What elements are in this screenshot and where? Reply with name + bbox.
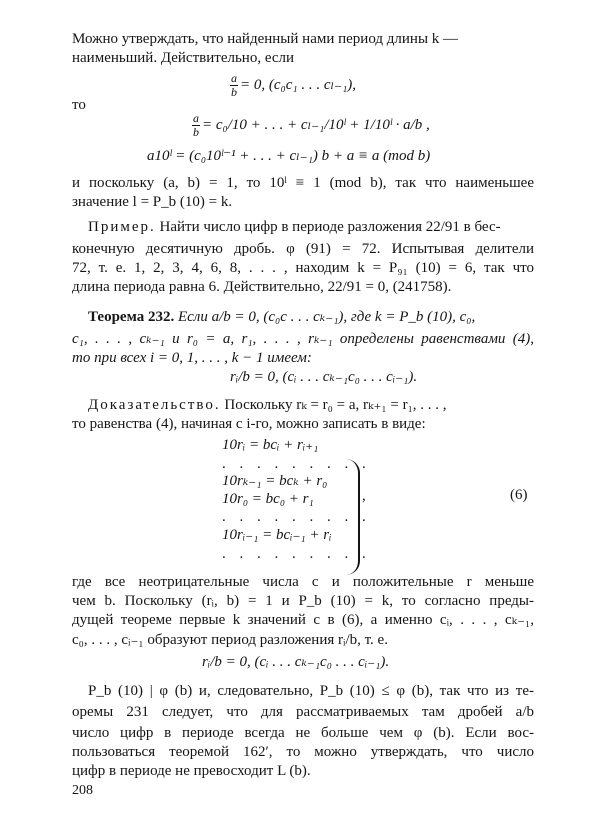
example-text-1: Найти число цифр в периоде разложения 22/91 в бес- (159, 219, 501, 235)
proof-line-1 (88, 396, 534, 415)
equation-4: rᵢ/b = 0, (cᵢ . . . cₖ₋₁c₀ . . . cᵢ₋₁). (230, 369, 418, 385)
equation-1-rhs: = 0, (c₀c₁ . . . cₗ₋₁), (240, 76, 357, 93)
system-dots-3: . . . . . . . . . (222, 546, 371, 562)
text-line-2: наименьший. Действительно, если (72, 50, 295, 66)
system-eq-3: 10r₀ = bc₀ + r₁ (222, 491, 314, 507)
equation-1 (228, 72, 356, 99)
proof-text-1: Поскольку rₖ = r₀ = a, rₖ₊₁ = r₁, . . . , (224, 397, 447, 413)
text-line-4: значение l = P_b (10) = k. (72, 194, 233, 210)
equation-2-rhs: = c₀/10 + . . . + cₗ₋₁/10ˡ + 1/10ˡ · a/b , (202, 116, 430, 133)
system-eq-1: 10rᵢ = bcᵢ + rᵢ₊₁ (222, 437, 319, 453)
text-line-a4: c₀, . . . , cᵢ₋₁ образуют период разложения rᵢ/b, т. е. (72, 632, 388, 648)
example-line-2: конечную десятичную дробь. φ (91) = 72. Испытывая делители (72, 241, 534, 257)
example-line-3: 72, т. е. 1, 2, 3, 4, 6, 8, . . . , находим k = P₉₁ (10) = 6, так что (72, 260, 534, 276)
text-line-b2: оремы 231 следует, что для рассматриваемых там дробей a/b (72, 704, 534, 720)
text-line-a3: дущей теореме первые k значений c в (6), а именно cᵢ, . . . , cₖ₋₁, (72, 612, 534, 628)
system-eq-4: 10rᵢ₋₁ = bcᵢ₋₁ + rᵢ (222, 527, 332, 543)
equation-tag-6: (6) (510, 487, 528, 503)
example-heading: Пример. (88, 219, 156, 235)
text-line-3: и поскольку (a, b) = 1, то 10ˡ ≡ 1 (mod b), так что наименьшее (72, 175, 534, 191)
fraction-a-over-b: $\frac{a}{b}$ (231, 71, 237, 99)
theorem-line-1 (88, 308, 534, 327)
text-to: то (72, 97, 86, 113)
example-line-1 (88, 218, 534, 237)
proof-heading: Доказательство. (88, 397, 221, 413)
system-dots-1: . . . . . . . . . (222, 456, 371, 472)
theorem-line-2: c₁, . . . , cₖ₋₁ и r₀ = a, r₁, . . . , rₖ₋₁ определены равенствами (4), (72, 331, 534, 347)
text-line-b1: P_b (10) | φ (b) и, следовательно, P_b (10) ≤ φ (b), так что из те- (88, 683, 534, 699)
system-eq-2: 10rₖ₋₁ = bcₖ + r₀ (222, 473, 328, 489)
text-line-a2: чем b. Поскольку (rᵢ, b) = 1 и P_b (10) = k, то согласно преды- (72, 593, 534, 609)
text-line-b4: пользоваться теоремой 162′, то можно утверждать, что число (72, 744, 534, 760)
fraction-a-over-b: $\frac{a}{b}$ (193, 111, 199, 139)
proof-line-2: то равенства (4), начиная с i-го, можно записать в виде: (72, 416, 426, 432)
text-line-b3: число цифр в периоде всегда не больше чем φ (b). Если вос- (72, 725, 534, 741)
text-line-b5: цифр в периоде не превосходит L (b). (72, 763, 311, 779)
text-line-1: Можно утверждать, что найденный нами период длины k — (72, 31, 459, 47)
example-line-4: длина периода равна 6. Действительно, 22/91 = 0, (241758). (72, 279, 452, 295)
theorem-line-3: то при всех i = 0, 1, . . . , k − 1 имеем: (72, 350, 312, 366)
theorem-text-1: Если a/b = 0, (c₀c . . . cₖ₋₁), где k = P_b (10), c₀, (177, 309, 476, 325)
brace-comma: , (362, 488, 366, 504)
equation-2 (190, 112, 430, 139)
system-dots-2: . . . . . . . . . (222, 509, 371, 525)
theorem-label: Теорема 232. (88, 309, 175, 325)
equation-3: a10ˡ = (c₀10ˡ⁻¹ + . . . + cₗ₋₁) b + a ≡ a (mod b) (147, 148, 431, 164)
equation-5: rᵢ/b = 0, (cᵢ . . . cₖ₋₁c₀ . . . cᵢ₋₁). (202, 654, 390, 670)
text-line-a1: где все неотрицательные числа c и положительные r меньше (72, 574, 534, 590)
right-brace (344, 459, 360, 575)
page-number: 208 (72, 783, 93, 798)
